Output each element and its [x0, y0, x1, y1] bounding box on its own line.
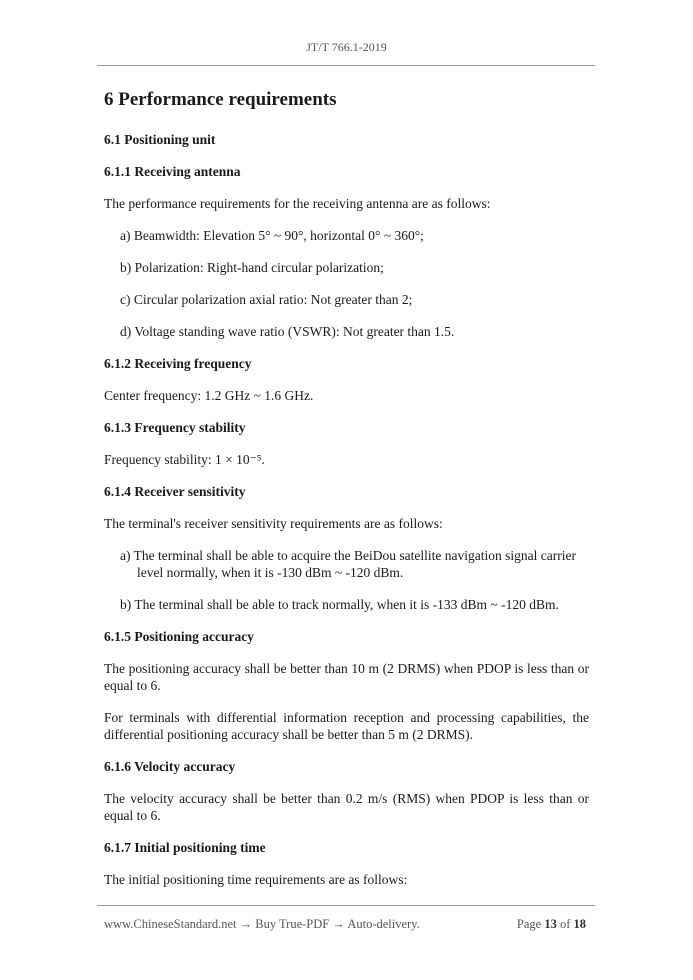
antenna-item-a: a) Beamwidth: Elevation 5° ~ 90°, horizontal 0° ~ 360°;: [120, 228, 424, 243]
site-link[interactable]: www.ChineseStandard.net: [104, 917, 237, 931]
antenna-item-d: d) Voltage standing wave ratio (VSWR): Not greater than 1.5.: [120, 324, 455, 339]
heading-6-1-5: 6.1.5 Positioning accuracy: [104, 629, 254, 644]
accuracy-para-1: The positioning accuracy shall be better than 10 m (2 DRMS) when PDOP is less than or equal to 6.: [104, 661, 589, 693]
buy-pdf-link[interactable]: Buy True-PDF: [255, 917, 330, 931]
footer-links: [104, 917, 420, 932]
heading-6-1-2: 6.1.2 Receiving frequency: [104, 356, 252, 371]
initial-time-intro: The initial positioning time requirements are as follows:: [104, 872, 408, 887]
heading-6-1-3: 6.1.3 Frequency stability: [104, 420, 246, 435]
arrow-icon: →: [239, 917, 253, 931]
heading-6-1: 6.1 Positioning unit: [104, 132, 216, 147]
sensitivity-item-a: a) The terminal shall be able to acquire the BeiDou satellite navigation signal carrier level normally, when it is -130 dBm ~ -120 dBm.: [120, 548, 576, 580]
page-total: 18: [573, 917, 586, 931]
page-content: [104, 88, 589, 903]
auto-delivery-text: Auto-delivery.: [347, 917, 420, 931]
sensitivity-intro: The terminal's receiver sensitivity requirements are as follows:: [104, 516, 443, 531]
running-header: JT/T 766.1-2019: [306, 40, 387, 54]
heading-6-1-7: 6.1.7 Initial positioning time: [104, 840, 266, 855]
heading-6-1-1: 6.1.1 Receiving antenna: [104, 164, 241, 179]
accuracy-para-2: For terminals with differential information reception and processing capabilities, the differential positioning accuracy shall be better than 5 m (2 DRMS).: [104, 710, 589, 742]
of-label: of: [559, 917, 571, 931]
antenna-item-b: b) Polarization: Right-hand circular polarization;: [120, 260, 384, 275]
antenna-intro: The performance requirements for the receiving antenna are as follows:: [104, 196, 491, 211]
page-label: Page: [516, 917, 542, 931]
footer-divider: [97, 905, 595, 906]
page-number: 13: [544, 917, 557, 931]
page-footer: [104, 917, 586, 932]
header-divider: [97, 65, 595, 66]
frequency-text: Center frequency: 1.2 GHz ~ 1.6 GHz.: [104, 388, 314, 403]
heading-6-1-4: 6.1.4 Receiver sensitivity: [104, 484, 246, 499]
velocity-text: The velocity accuracy shall be better than 0.2 m/s (RMS) when PDOP is less than or equal to 6.: [104, 791, 589, 823]
page-indicator: [517, 917, 586, 932]
arrow-icon: →: [332, 917, 345, 931]
sensitivity-item-b: b) The terminal shall be able to track normally, when it is -133 dBm ~ -120 dBm.: [120, 597, 559, 612]
stability-text: Frequency stability: 1 × 10⁻⁵.: [104, 452, 265, 467]
section-title: 6 Performance requirements: [104, 89, 337, 110]
antenna-item-c: c) Circular polarization axial ratio: Not greater than 2;: [120, 292, 413, 307]
heading-6-1-6: 6.1.6 Velocity accuracy: [104, 759, 236, 774]
